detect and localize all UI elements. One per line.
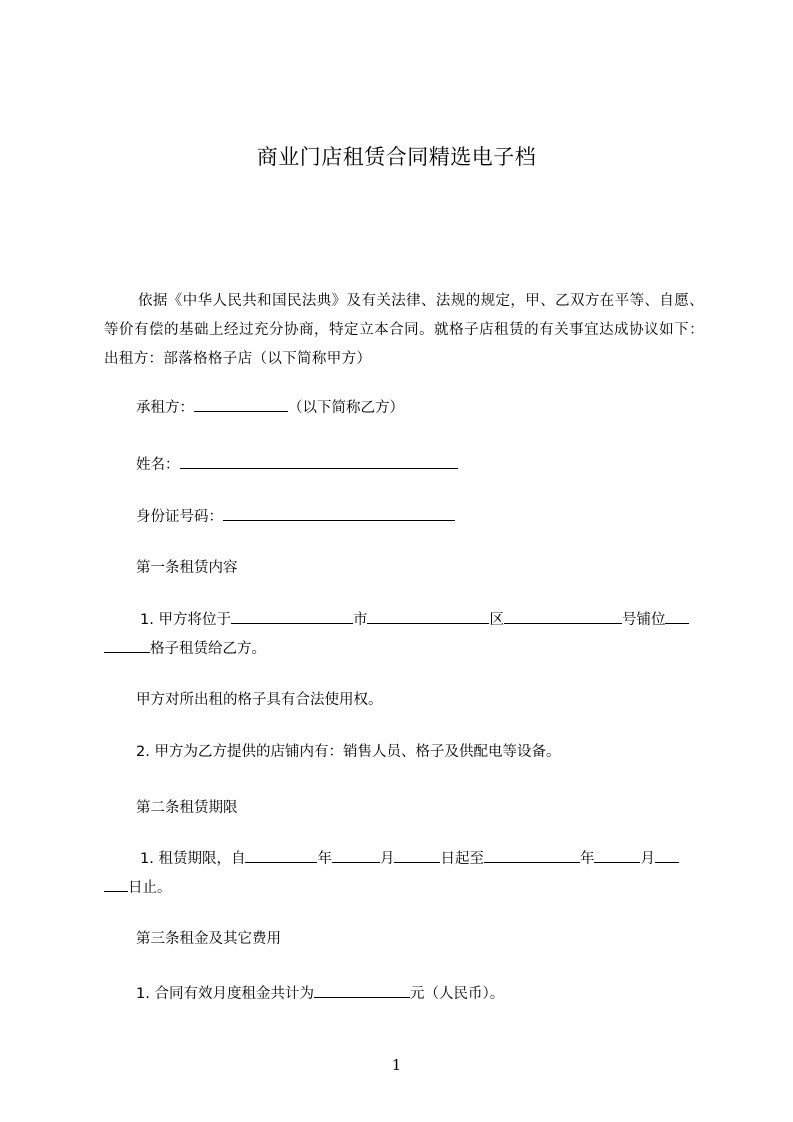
city-blank	[367, 609, 489, 624]
lessee-line	[104, 394, 736, 423]
end-day-blank-start	[655, 848, 679, 863]
intro-paragraph: 依据《中华人民共和国民法典》及有关法律、法规的规定，甲、乙双方在平等、自愿、等价有偿的基础上经过充分协商，特定立本合同。就格子店租赁的有关事宜达成协议如下：出租方：部落格格子店（以下简称甲方）	[104, 293, 704, 367]
article3-heading: 第三条租金及其它费用	[136, 931, 281, 947]
article3-item1-suffix: 元（人民币）。	[409, 986, 505, 1002]
article3-item1-line	[104, 980, 736, 1009]
stall-blank-end	[104, 638, 150, 653]
article2-item1-line2	[104, 874, 704, 903]
article1-rights: 甲方对所出租的格子具有合法使用权。	[136, 692, 383, 708]
id-number-line	[104, 503, 736, 532]
article2-item1-month: 月	[379, 851, 395, 867]
article2-heading: 第二条租赁期限	[136, 800, 238, 816]
article1-item1-city: 市	[352, 612, 368, 628]
start-day-blank	[394, 848, 440, 863]
end-day-blank-end	[104, 877, 128, 892]
name-label: 姓名：	[136, 457, 180, 473]
page-number: 1	[391, 1056, 402, 1074]
id-number-label: 身份证号码：	[136, 509, 223, 525]
article1-item1-end: 格子租赁给乙方。	[150, 641, 266, 657]
article2-item1-year: 年	[317, 851, 332, 867]
end-month-blank	[594, 848, 640, 863]
article1-item1-number: 号铺位	[621, 612, 666, 628]
article2-item1-prefix: 1. 租赁期限，自	[140, 851, 246, 867]
district-blank	[504, 609, 622, 624]
id-number-blank	[223, 506, 455, 521]
rent-amount-blank	[314, 983, 410, 998]
lessee-suffix: （以下简称乙方）	[288, 400, 404, 416]
article3-item1-prefix: 1. 合同有效月度租金共计为	[136, 986, 314, 1002]
article1-item1-district: 区	[489, 612, 504, 628]
location-blank	[231, 609, 353, 624]
lessee-blank	[194, 397, 288, 412]
article2-item1-end: 日止。	[128, 880, 172, 896]
article2-item1-month2: 月	[640, 851, 655, 867]
article1-item1-line2	[104, 635, 704, 664]
lessee-label: 承租方：	[136, 400, 194, 416]
document-title: 商业门店租赁合同精选电子档	[256, 145, 537, 169]
article1-item2: 2. 甲方为乙方提供的店铺内有：销售人员、格子及供配电等设备。	[136, 744, 561, 760]
start-year-blank	[245, 848, 317, 863]
start-month-blank	[332, 848, 380, 863]
end-year-blank	[484, 848, 580, 863]
stall-blank-start	[665, 609, 689, 624]
name-blank	[180, 454, 458, 469]
article2-item1-day-from: 日起至	[440, 851, 484, 867]
article1-heading: 第一条租赁内容	[136, 560, 238, 576]
article1-item1-prefix: 1. 甲方将位于	[140, 612, 231, 628]
name-line	[104, 451, 736, 480]
article1-item1-line1	[104, 606, 740, 635]
article2-item1-line1	[104, 845, 740, 874]
article2-item1-year2: 年	[579, 851, 595, 867]
